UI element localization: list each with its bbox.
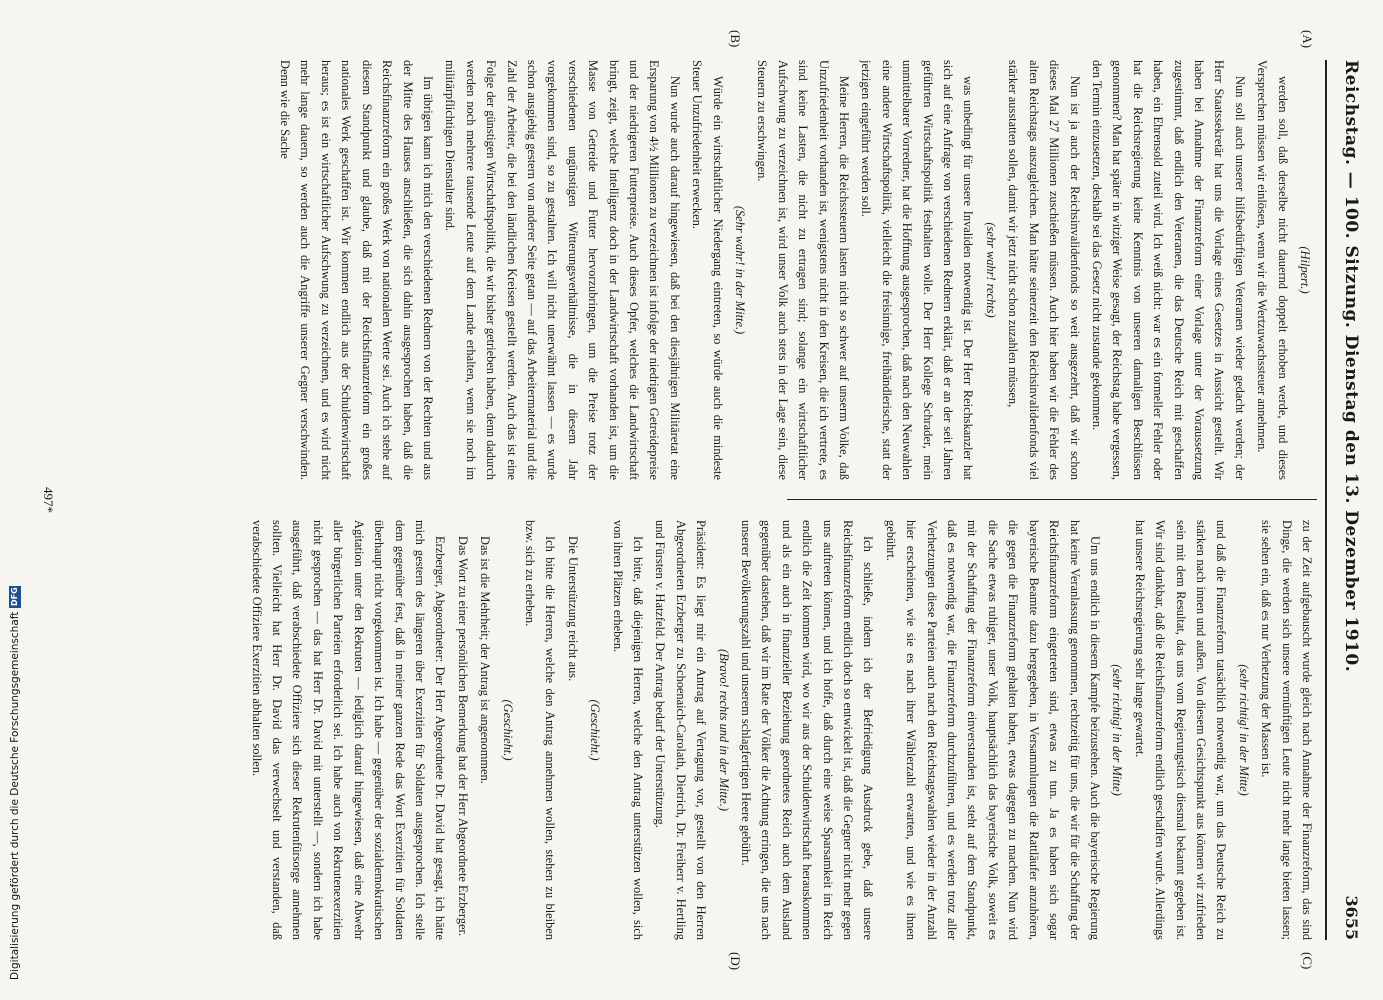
left-paragraph: was unbedingt für unsere Invaliden notwendig ist. Der Herr Reichskanzler hat sich auf eine Anfrage von verschiedenen Rednern erklärt, daß er an der seit Jahren geführten Wirtschaftspolitik festhalten wolle. Der Herr Kollege Schrader, mein unmittelbarer Vorredner, hat die Hoffnung ausgesprochen, daß nach den Neuwahlen eine andere Wirtschaftspolitik, vielleicht die freisinnige, freihändlerische, statt der jetzigen eingeführt werden soll.	[859, 60, 976, 480]
right-paragraph: Um uns endlich in diesem Kampfe beizustehen. Auch die bayerische Regierung hat keine Veranlassung genommen, rechtzeitig für uns, die wir für die Schaffung der Reichsfinanzreform eingetreten sind, etwas zu tun. Ja es haben sich sogar bayerische Beamte dazu hergegeben, in Versammlungen die Rattläufer anzuhören, die gegen die Finanzreform gehalten haben, etwas dagegen zu machen. Nun wird die Sache etwas ruhiger, unser Volk, hauptsächlich das bayerische Volk, soweit es mit der Schaffung der Finanzreform einverstanden ist, steht auf dem Standpunkt, daß es notwendig war, die Finanzreform durchzuführen, und es werden trotz aller Verhetzungen diese Parteien auch nach den Reichstagswahlen wieder in der Anzahl hier erscheinen, wie sie es nach ihrer Wählerzahl erwarten, und wie es ihnen gebührt.	[883, 520, 1102, 940]
right-text-column	[87, 520, 1317, 940]
right-paragraph: Das ist die Mehrheit; der Antrag ist angenommen.	[478, 536, 493, 784]
right-paragraph: Das Wort zu einer persönlichen Bemerkung hat der Herr Abgeordnete Erzberger.	[455, 536, 470, 937]
right-interjection: (Bravo! rechts und in der Mitte.)	[716, 649, 731, 811]
column-divider	[787, 499, 1317, 500]
left-paragraph: Nun ist ja auch der Reichsinvalidenfonds so weit ausgezehrt, daß wir schon dieses Mal 27 Millionen zuschießen müssen. Auch hier haben wir die Fehler des alten Reichstags auszugleichen. Man hätte seinerzeit den Reichsinvalidenfonds viel stärker ausstatten sollen, damit wir jetzt nicht schon zuzahlen müssen,	[1006, 60, 1082, 480]
margin-marker-b: (B)	[728, 30, 743, 48]
left-paragraph: werden soll, daß derselbe nicht dauernd doppelt erhoben werde, und dieses Versprechen müssen wir einlösen, wenn wir die Wertzuwachssteuer annehmen.	[1255, 60, 1290, 480]
right-interjection: (Geschieht.)	[500, 699, 515, 761]
right-paragraph: Präsident: Es liegt mir ein Antrag auf Vertagung vor, gestellt von den Herren Abgeordneten Erzberger zu Schoenaich-Carolath, Dietrich, Dr. Freiherr v. Hertling und Fürsten v. Hatzfeld. Der Antrag bedarf der Unterstützung.	[653, 520, 709, 940]
right-paragraph: und daß die Finanzreform tatsächlich notwendig war, um das Deutsche Reich zu stärken nach innen und außen. Von diesem Gesichtspunkt aus können wir zufrieden sein mit dem Resultat, das uns vom Regierungstisch diesmal bekannt gegeben ist. Wir sind dankbar, daß die Reichsfinanzreform endlich geschaffen wurde. Allerdings hat unsere Reichsregierung sehr lange gewartet.	[1132, 520, 1229, 940]
dfg-credit-text: Digitalisierung gefördert durch die Deutsche Forschungsgemeinschaft	[9, 611, 21, 980]
margin-marker-a: (A)	[1300, 30, 1315, 49]
left-paragraph: Meine Herren, die Reichssteuern lasten nicht so schwer auf unserm Volke, daß Unzufriedenheit vorhanden ist, wenigstens nicht in den Kreisen, die ich vertrete, es sind keine Lasten, die nicht zu ertragen sind; solange ein wirtschaftlicher Aufschwung zu verzeichnen ist, wird unser Volk auch stets in der Lage sein, diese Steuern zu erschwingen.	[755, 60, 852, 480]
dfg-credit	[6, 420, 26, 980]
right-interjection: (sehr richtig! in der Mitte)	[1110, 664, 1125, 796]
right-paragraph: Ich bitte, daß diejenigen Herren, welche den Antrag unterstützen wollen, sich von ihren Plätzen erheben.	[610, 520, 645, 940]
left-interjection: (Hilpert.)	[1298, 246, 1312, 294]
right-paragraph: zu der Zeit aufgebauscht wurde gleich nach Annahme der Finanzreform, das sind Dinge, die werden sich unsere vernünftigen Leute nicht mehr lange bieten lassen; sie sehen ein, daß es nur Verhetzung der Massen ist.	[1259, 520, 1314, 940]
right-interjection: (Geschieht.)	[588, 699, 603, 761]
page-header	[1333, 60, 1361, 940]
page-number: 3655	[1342, 895, 1361, 940]
left-paragraph: Im übrigen kann ich mich den verschiedenen Rednern von der Rechten und aus der Mitte des Hauses anschließen, die sich dahin ausgesprochen haben, daß die Reichsfinanzreform ein großes Werk von nationalem Werte sei. Auch ich stehe auf diesem Standpunkt und glaube, daß mit der Reichsfinanzreform ein großes nationales Werk geschaffen ist. Wir kommen endlich aus der Schuldenwirtschaft heraus; es ist ein wirtschaftlicher Aufschwung zu verzeichnen, und es wird nicht mehr lange dauern, so werden auch die Angriffe unserer Gegner verschwinden. Denn wie die Sache	[278, 60, 435, 480]
page-signature: 497*	[41, 487, 56, 513]
right-paragraph: Erzberger, Abgeordneter: Der Herr Abgeordnete Dr. David hat gesagt, ich hätte mich gestern des längeren über Exerzitien für Soldaten ausgesprochen. Ich stelle dem gegenüber fest, daß in meiner ganzen Rede das Wort Exerzitien für Soldaten überhaupt nicht vorgekommen ist. Ich habe — gegenüber der sozialdemokratischen Agitation unter den Rekruten — lediglich darauf hingewiesen, daß eine Abwehr aller bürgerlichen Parteien erforderlich sei. Ich habe auch von Rekrutenexerzitien nicht gesprochen — das hat Herr Dr. David mit unterstellt —, sondern ich habe ausgeführt, daß verabschiedete Offiziere sich dieser Rekrutenfürsorge annehmen sollten. Vielleicht hat Herr Dr. David das verwechselt und verstanden, daß verabschiedete Offiziere Exerzitien abhalten sollen.	[249, 520, 448, 940]
margin-marker-d: (D)	[728, 952, 743, 971]
right-paragraph: Ich schließe, indem ich der Befriedigung Ausdruck gebe, daß unsere Reichsfinanzreform endlich doch so entwickelt ist, daß die Gegner nicht mehr gegen uns auftreten können, und ich hoffe, daß durch eine weise Sparsamkeit im Reich endlich die Zeit kommen wird, wo wir aus der Schuldenwirtschaft herauskommen und als ein auch in finanzieller Beziehung geordnetes Reich auch dem Ausland gegenüber dastehen, daß wir im Rate der Völker die Achtung erringen, die uns nach unserer Bevölkerungszahl und unserem schlagfertigen Heere gebührt.	[739, 520, 876, 940]
left-interjection: (Sehr wahr! in der Mitte.)	[733, 205, 748, 335]
left-paragraph: Würde ein wirtschaftlicher Niedergang eintreten, so würde auch die mindeste Steuer Unzufriedenheit erwecken.	[690, 60, 725, 480]
right-paragraph: Ich bitte die Herren, welche den Antrag annehmen wollen, stehen zu bleiben bzw. sich zu erheben.	[522, 520, 558, 940]
margin-marker-c: (C)	[1300, 952, 1315, 970]
left-text-column	[87, 60, 1317, 480]
header-rule	[1325, 60, 1327, 940]
header-title: Reichstag. — 100. Sitzung. Dienstag den 13. Dezember 1910.	[1341, 60, 1361, 673]
left-paragraph: Nun soll auch unserer hilfsbedürftigen Veteranen wieder gedacht werden; der Herr Staatssekretär hat uns die Vorlage eines Gesetzes in Aussicht gestellt. Wir haben bei Annahme der Finanzreform einer Vorlage unter der Voraussetzung zugestimmt, daß endlich den Veteranen, die das Deutsche Reich mit geschaffen haben, ein Ehrensold zuteil wird. Ich weiß nicht: war es ein formeller Fehler oder hat die Reichsregierung keine Kenntnis von unseren damaligen Beschlüssen genommen? Man hat später in witziger Weise gesagt, der Reichstag habe vergessen, den Termin einzusetzen, deshalb sei das Gesetz nicht zustande gekommen.	[1089, 60, 1247, 480]
left-paragraph: Nun wurde auch darauf hingewiesen, daß bei den diesjährigen Militäretat eine Ersparung von 4½ Millionen zu verzeichnen ist infolge der niedrigen Getreidepreise und der niedrigeren Futterpreise. Auch dieses Opfer, welches die Landwirtschaft bringt, zeigt, welche Intelligenz doch in der Landwirtschaft vorhanden ist, um die Masse von Getreide und Futter hervorzubringen, um die Preise trotz der verschiedenen ungünstigen Witterungsverhältnisse, die in diesem Jahr vorgekommen sind, so zu gestalten. Ich will nicht unerwähnt lassen — es wurde schon ausgiebig gestern von anderer Seite getan — auf das Arbeitermaterial und die Zahl der Arbeiter, die bei den ländlichen Kreisen gestellt werden. Auch das ist eine Folge der günstigen Wirtschaftspolitik, die wir bisher getrieben haben, denn dadurch werden noch mehrere tausende Leute auf dem Lande erhalten, wenn sie noch im militärpflichtigen Dienstalter sind.	[443, 60, 682, 480]
right-paragraph: Die Unterstützung reicht aus.	[565, 536, 580, 682]
dfg-logo-icon: DFG	[10, 587, 19, 606]
right-interjection: (sehr richtig! in der Mitte)	[1236, 664, 1251, 796]
left-interjection: (sehr wahr! rechts)	[983, 222, 998, 318]
